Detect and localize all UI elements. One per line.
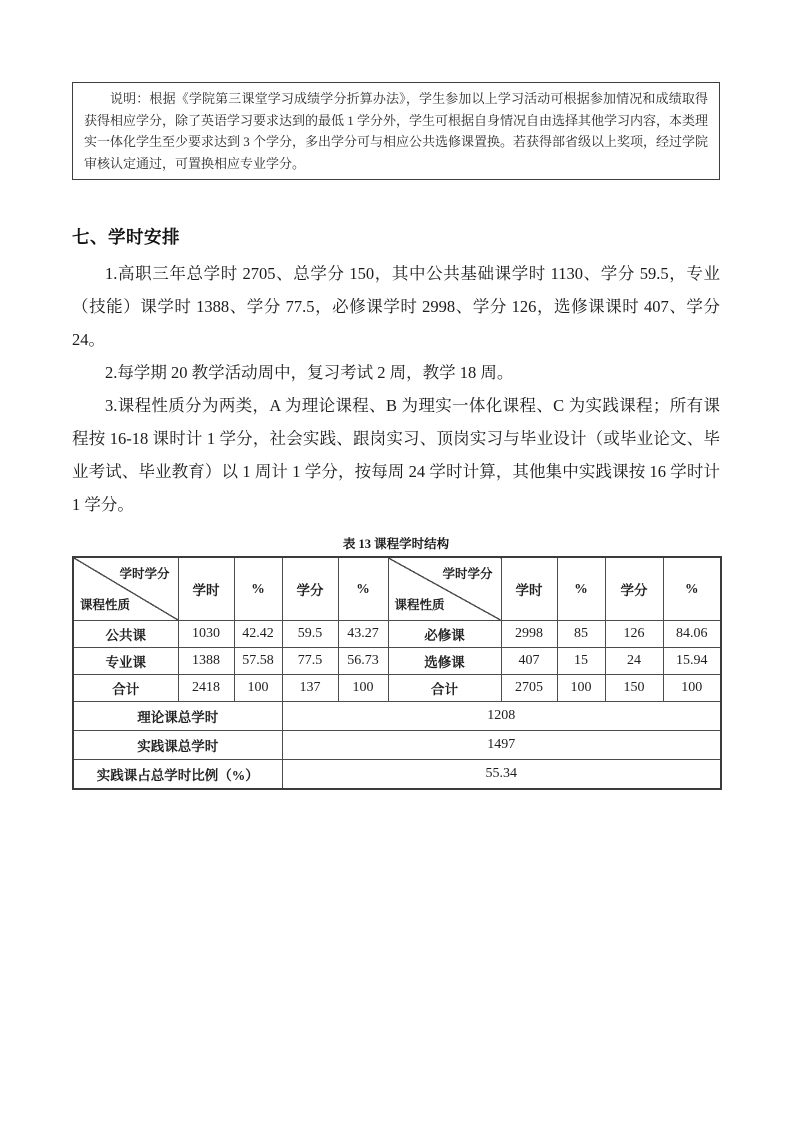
cell-credits-pct: 43.27 [338, 621, 388, 648]
cell-hours-pct: 100 [557, 675, 605, 702]
row-label-elective: 选修课 [388, 648, 501, 675]
cell-credits-pct: 15.94 [663, 648, 721, 675]
cell-hours: 1388 [178, 648, 234, 675]
cell-credits-pct: 56.73 [338, 648, 388, 675]
body-text [72, 257, 720, 521]
cell-credits: 150 [605, 675, 663, 702]
summary-label-practice-ratio: 实践课占总学时比例（%） [73, 760, 282, 790]
row-label-total-right: 合计 [388, 675, 501, 702]
diagonal-header-inner [389, 558, 501, 620]
header-hours-right: 学时 [501, 557, 557, 621]
table-summary [73, 702, 721, 790]
table-header [73, 557, 721, 621]
cell-hours-pct: 100 [234, 675, 282, 702]
diagonal-top-label: 学时学分 [442, 567, 493, 581]
note-box [72, 82, 720, 180]
row-label-required: 必修课 [388, 621, 501, 648]
table-row [73, 675, 721, 702]
summary-value-theory-hours: 1208 [282, 702, 721, 731]
cell-hours-pct: 15 [557, 648, 605, 675]
summary-label-theory-hours: 理论课总学时 [73, 702, 282, 731]
header-credits-pct-left: % [338, 557, 388, 621]
summary-value-practice-hours: 1497 [282, 731, 721, 760]
course-hours-table [72, 556, 722, 790]
row-label-public: 公共课 [73, 621, 178, 648]
paragraph-3: 3.课程性质分为两类，A 为理论课程、B 为理实一体化课程、C 为实践课程；所有课程按 16-18 课时计 1 学分，社会实践、跟岗实习、顶岗实习与毕业设计（或毕业论文、毕业考试、毕业教育）以 1 周计 1 学分，按每周 24 学时计算，其他集中实践课按 16 学时计 1 学分。 [72, 396, 720, 514]
table-row [73, 621, 721, 648]
diagonal-top-label: 学时学分 [119, 567, 170, 581]
diagonal-header-right [388, 557, 501, 621]
table-row [73, 648, 721, 675]
summary-row [73, 702, 721, 731]
cell-credits: 59.5 [282, 621, 338, 648]
diagonal-bottom-label: 课程性质 [80, 598, 131, 612]
cell-hours: 1030 [178, 621, 234, 648]
cell-hours: 2705 [501, 675, 557, 702]
paragraph-2: 2.每学期 20 教学活动周中，复习考试 2 周，教学 18 周。 [105, 363, 514, 382]
cell-hours-pct: 42.42 [234, 621, 282, 648]
cell-hours-pct: 57.58 [234, 648, 282, 675]
cell-credits-pct: 100 [663, 675, 721, 702]
row-label-total-left: 合计 [73, 675, 178, 702]
header-row [73, 557, 721, 621]
paragraph-1: 1.高职三年总学时 2705、总学分 150，其中公共基础课学时 1130、学分 59.5，专业（技能）课学时 1388、学分 77.5，必修课学时 2998、学分 126，选修课课时 407、学分 24。 [72, 264, 720, 349]
header-credits-pct-right: % [663, 557, 721, 621]
cell-hours: 2998 [501, 621, 557, 648]
diagonal-header-left [73, 557, 178, 621]
page-content [72, 0, 720, 790]
section-heading: 七、学时安排 [72, 227, 180, 247]
cell-credits-pct: 84.06 [663, 621, 721, 648]
cell-hours: 2418 [178, 675, 234, 702]
header-hours-pct-right: % [557, 557, 605, 621]
header-credits-right: 学分 [605, 557, 663, 621]
row-label-major: 专业课 [73, 648, 178, 675]
cell-hours: 407 [501, 648, 557, 675]
header-hours-pct-left: % [234, 557, 282, 621]
cell-credits-pct: 100 [338, 675, 388, 702]
cell-credits: 77.5 [282, 648, 338, 675]
diagonal-bottom-label: 课程性质 [394, 598, 445, 612]
table-caption: 表 13 课程学时结构 [342, 537, 450, 551]
note-text: 说明：根据《学院第三课堂学习成绩学分折算办法》，学生参加以上学习活动可根据参加情况和成绩取得获得相应学分，除了英语学习要求达到的最低 1 学分外，学生可根据自身情况自由选择其他学习内容，本类理实一体化学生至少要求达到 3 个学分，多出学分可与相应公共选修课置换。若获得部省级以上奖项，经过学院审核认定通过，可置换相应专业学分。 [84, 91, 709, 171]
summary-row [73, 731, 721, 760]
header-credits-left: 学分 [282, 557, 338, 621]
diagonal-header-inner [74, 558, 178, 620]
table-body [73, 621, 721, 702]
cell-hours-pct: 85 [557, 621, 605, 648]
cell-credits: 137 [282, 675, 338, 702]
cell-credits: 126 [605, 621, 663, 648]
summary-row [73, 760, 721, 790]
header-hours-left: 学时 [178, 557, 234, 621]
cell-credits: 24 [605, 648, 663, 675]
summary-value-practice-ratio: 55.34 [282, 760, 721, 790]
summary-label-practice-hours: 实践课总学时 [73, 731, 282, 760]
